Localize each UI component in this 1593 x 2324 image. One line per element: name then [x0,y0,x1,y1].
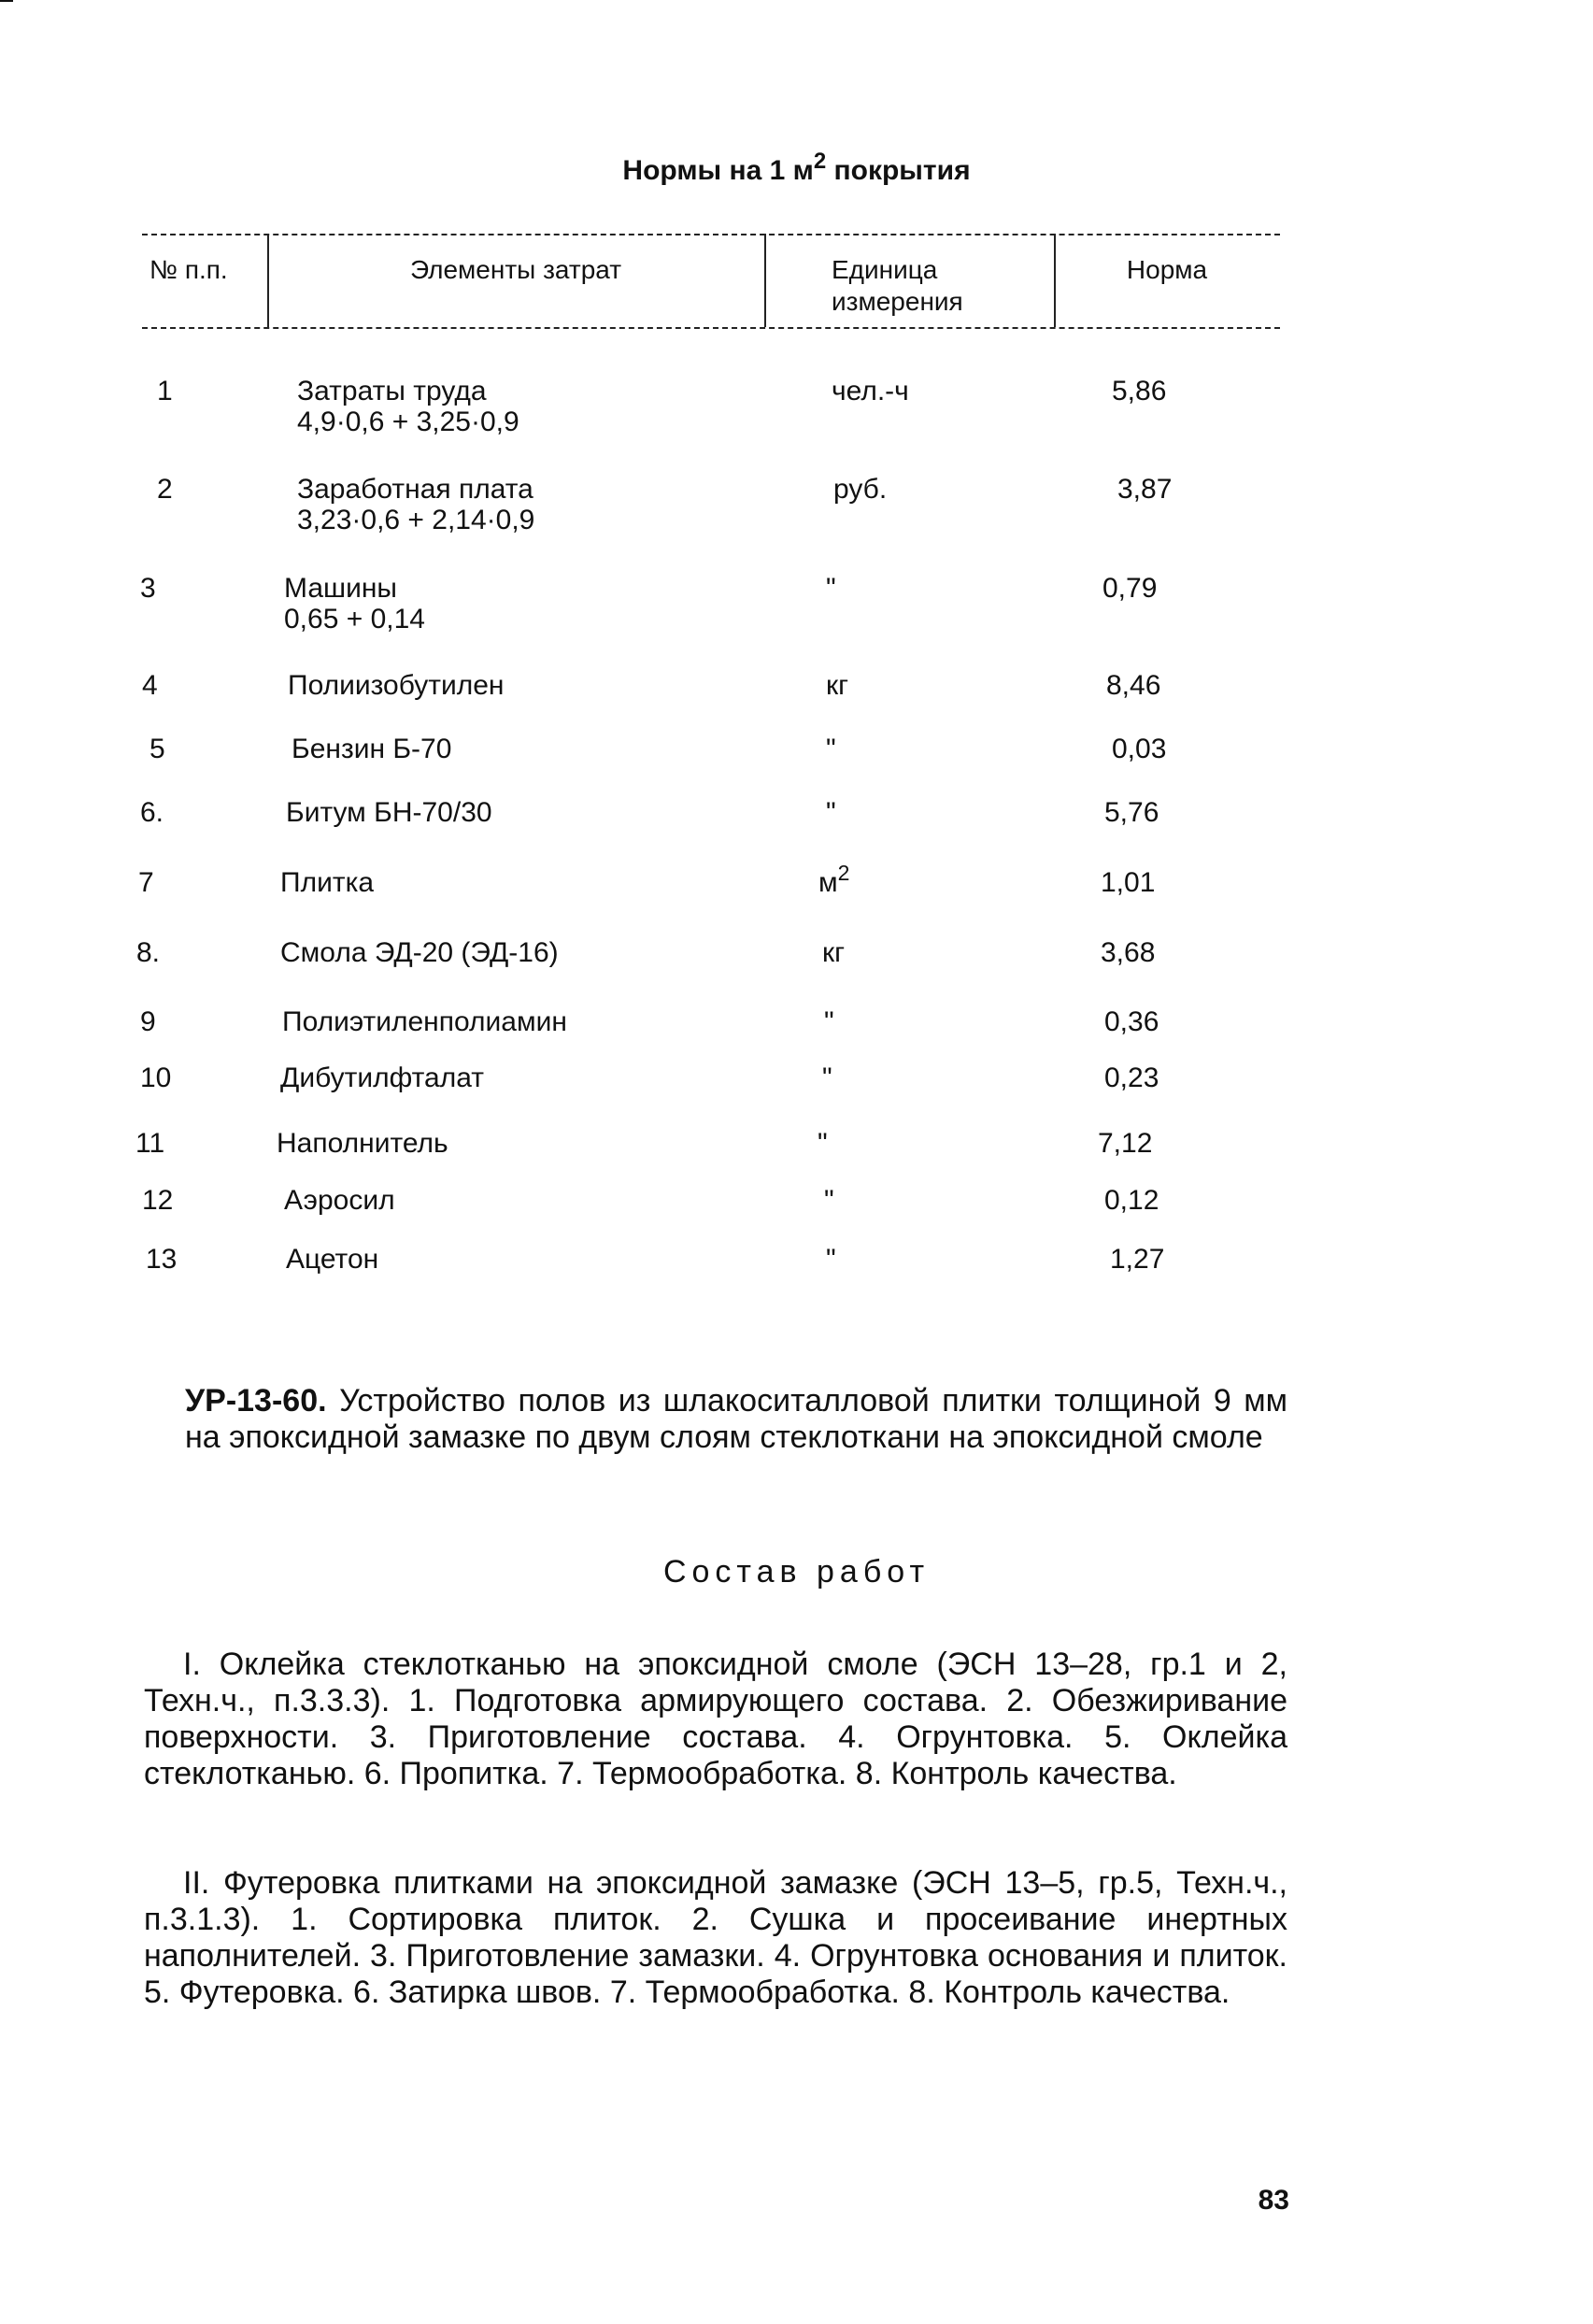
unit-of-measure [824,1006,834,1037]
unit-of-measure [824,1185,834,1216]
cost-element [284,573,425,634]
cost-element-name: Полиизобутилен [288,670,505,701]
unit-of-measure [826,797,836,828]
row-number: 2 [157,474,173,505]
header-divider-2 [764,234,766,327]
unit-text: кг [826,670,849,701]
unit-text: " [826,1244,836,1275]
row-number: 8. [136,937,161,968]
cost-element-name: Дибутилфталат [280,1062,484,1093]
cost-element-name: Битум БН-70/30 [286,797,492,828]
row-number: 13 [146,1244,178,1275]
cost-formula: 3,23·0,6 + 2,14·0,9 [297,505,535,535]
norm-value: 0,23 [1104,1062,1159,1093]
norm-value: 5,86 [1112,376,1167,406]
cost-element [277,1128,448,1159]
norm-value: 8,46 [1106,670,1161,701]
section-title: Устройство полов из шлакоситалловой плитки толщиной 9 мм на эпоксидной замазке по двум слоям стеклоткани на эпоксидной смоле [185,1383,1287,1455]
unit-of-measure [826,573,836,604]
norm-value: 3,68 [1101,937,1156,968]
cost-element [284,1185,395,1216]
cost-element [286,797,492,828]
row-number: 11 [135,1128,165,1159]
unit-text: руб. [833,474,888,505]
row-number: 4 [142,670,158,701]
unit-of-measure [826,1244,836,1275]
norm-value: 0,36 [1104,1006,1159,1037]
cost-element-name: Затраты труда [297,376,487,406]
row-number: 3 [140,573,156,604]
cost-element-name: Смола ЭД-20 (ЭД-16) [280,937,559,968]
row-number: 1 [157,376,173,406]
unit-of-measure [818,1128,828,1159]
row-number: 10 [140,1062,172,1093]
scan-corner-mark [0,0,13,2]
cost-element-name: Наполнитель [277,1128,448,1159]
unit-text: " [826,734,836,764]
cost-element [297,474,534,535]
unit-of-measure [822,937,845,968]
unit-text: " [824,1185,834,1216]
unit-of-measure [818,861,850,898]
cost-element-name: Заработная плата [297,474,533,505]
section-heading [185,1383,1287,1456]
unit-of-measure [833,474,887,505]
unit-text: м [818,867,838,898]
table-top-rule [142,234,1280,235]
unit-text: " [824,1006,834,1037]
cost-element [286,1244,378,1275]
unit-text: " [826,573,836,604]
work-paragraph-1: I. Оклейка стеклотканью на эпоксидной смоле (ЭСН 13–28, гр.1 и 2, Техн.ч., п.3.3.3). 1. Подготовка армирующего состава. 2. Обезжиривание поверхности. 3. Приготовление состава. 4. Огрунтовка. 5. Оклейка стеклотканью. 6. Пропитка. 7. Термообработка. 8. Контроль качества. [144,1647,1287,1791]
row-number: 12 [142,1185,174,1216]
work-paragraph-2: II. Футеровка плитками на эпоксидной замазке (ЭСН 13–5, гр.5, Техн.ч., п.3.1.3). 1. Сортировка плиток. 2. Сушка и просеивание инертных наполнителей. 3. Приготовление замазки. 4. Огрунтовка основания и плиток. 5. Футеровка. 6. Затирка швов. 7. Термообработка. 8. Контроль качества. [144,1865,1287,2010]
unit-text: " [822,1062,832,1093]
unit-superscript: 2 [837,861,850,885]
table-header-rule [142,327,1280,329]
cost-element [280,937,559,968]
unit-text: " [818,1128,828,1159]
row-number: 7 [138,867,154,898]
cost-element-name: Бензин Б-70 [292,734,452,764]
cost-element [282,1006,567,1037]
cost-element [297,376,519,437]
cost-element [292,734,451,764]
section-code: УР-13-60. [185,1383,327,1419]
cost-element [288,670,505,701]
unit-text: кг [822,937,846,968]
unit-text: " [826,797,836,828]
row-number: 9 [140,1006,156,1037]
norm-value: 0,12 [1104,1185,1159,1216]
cost-element-name: Плитка [280,867,375,898]
row-number: 5 [149,734,165,764]
cost-element-name: Аэросил [284,1185,395,1216]
norm-value: 1,27 [1110,1244,1165,1275]
unit-of-measure [826,734,836,764]
cost-element-name: Ацетон [286,1244,379,1275]
header-elements: Элементы затрат [409,255,622,284]
norm-value: 5,76 [1104,797,1159,828]
norm-value: 0,03 [1112,734,1167,764]
norm-value: 1,01 [1101,867,1156,898]
norm-value: 3,87 [1117,474,1173,505]
header-unit: Единица измерения [832,255,963,316]
work-composition-title: Состав работ [662,1554,931,1590]
cost-element-name: Полиэтиленполиамин [282,1006,567,1037]
cost-element [280,867,374,898]
header-number: № п.п. [149,255,228,284]
page-number: 83 [1258,2185,1289,2216]
table-caption: Нормы на 1 $м^2$ покрытия [622,149,971,186]
unit-of-measure [832,376,909,406]
unit-of-measure [826,670,848,701]
norm-value: 7,12 [1098,1128,1153,1159]
cost-formula: 4,9·0,6 + 3,25·0,9 [297,406,519,437]
row-number: 6. [140,797,164,828]
cost-element-name: Машины [284,573,397,604]
header-norm: Норма [1126,255,1208,284]
cost-formula: 0,65 + 0,14 [284,604,425,634]
norm-value: 0,79 [1102,573,1158,604]
unit-text: чел.-ч [832,376,909,406]
cost-element [280,1062,484,1093]
unit-of-measure [822,1062,832,1093]
